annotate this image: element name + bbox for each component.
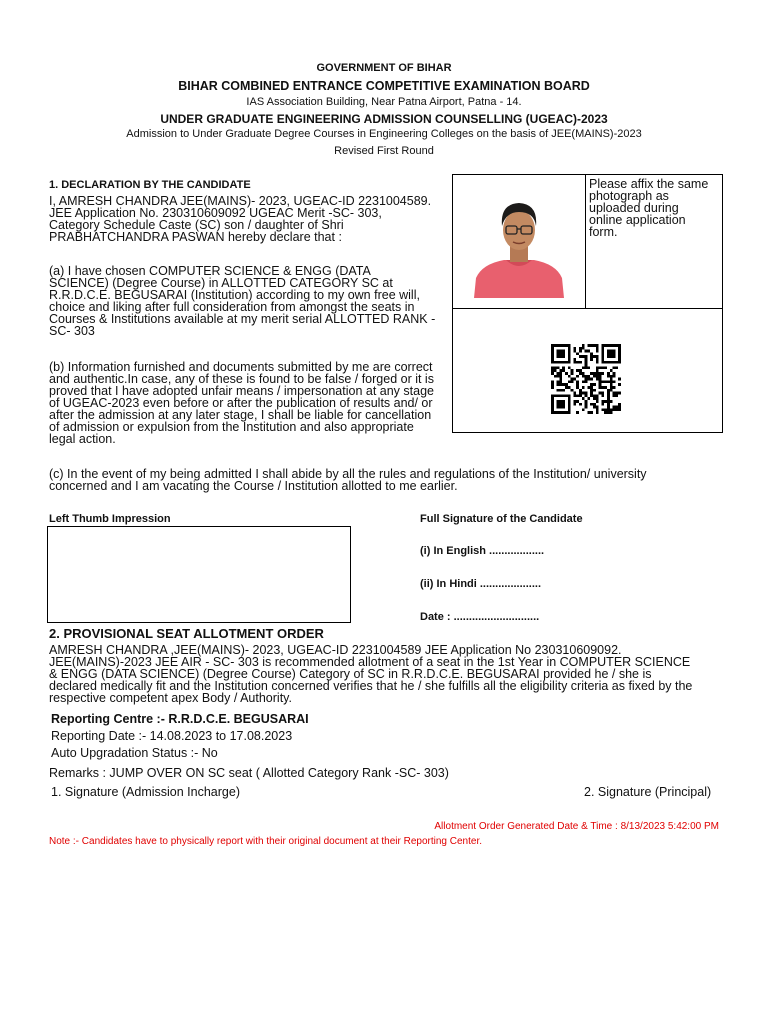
photo-instruction-line: online application	[589, 213, 686, 227]
declaration-line: I, AMRESH CHANDRA JEE(MAINS)- 2023, UGEAC-ID 2231004589.	[49, 194, 432, 208]
clause-b-line: proved that I have adopted unfair means / impersonation at any stage	[49, 384, 434, 398]
allotment-line: respective competent apex Body / Authority.	[49, 691, 292, 705]
declaration-line: JEE Application No. 230310609092 UGEAC Merit -SC- 303,	[49, 206, 382, 220]
qr-code	[550, 344, 622, 414]
declaration-line: Category Schedule Caste (SC) son / daughter of Shri	[49, 218, 344, 232]
photo-instruction-line: Please affix the same	[589, 177, 709, 191]
round-label: Revised First Round	[334, 145, 434, 157]
clause-a-line: Courses & Institutions available at my merit serial ALLOTTED RANK -	[49, 312, 436, 326]
thumb-impression-box	[47, 526, 351, 623]
declaration-heading: 1. DECLARATION BY THE CANDIDATE	[49, 179, 251, 191]
clause-b-line: after the admission at any later stage, I shall be liable for cancellation	[49, 408, 432, 422]
frame-divider	[585, 174, 586, 308]
signature-date: Date : ............................	[420, 611, 540, 623]
signature-heading: Full Signature of the Candidate	[420, 513, 583, 525]
declaration-clause-a	[49, 265, 451, 337]
signature-principal: 2. Signature (Principal)	[584, 785, 712, 799]
signature-hindi: (ii) In Hindi ....................	[420, 578, 541, 590]
program-title: UNDER GRADUATE ENGINEERING ADMISSION COUNSELLING (UGEAC)-2023	[160, 112, 608, 126]
candidate-photo	[470, 192, 568, 298]
thumb-impression-label: Left Thumb Impression	[49, 513, 171, 525]
clause-a-line: choice and liking after full consideration from amongst the seats in	[49, 300, 415, 314]
photo-instruction-line: form.	[589, 225, 618, 239]
generated-timestamp: Allotment Order Generated Date & Time : 8/13/2023 5:42:00 PM	[434, 821, 719, 832]
remarks: Remarks : JUMP OVER ON SC seat ( Allotted Category Rank -SC- 303)	[49, 766, 449, 780]
board-address: IAS Association Building, Near Patna Airport, Patna - 14.	[246, 96, 522, 108]
declaration-intro	[49, 195, 451, 243]
clause-a-line: (a) I have chosen COMPUTER SCIENCE & ENGG (DATA	[49, 264, 371, 278]
allotment-line: AMRESH CHANDRA ,JEE(MAINS)- 2023, UGEAC-ID 2231004589 JEE Application No 230310609092.	[49, 643, 622, 657]
reporting-date: Reporting Date :- 14.08.2023 to 17.08.2023	[51, 729, 293, 743]
photo-instruction-line: photograph as	[589, 189, 669, 203]
allotment-heading: 2. PROVISIONAL SEAT ALLOTMENT ORDER	[49, 626, 324, 641]
board-title: BIHAR COMBINED ENTRANCE COMPETITIVE EXAMINATION BOARD	[178, 79, 590, 93]
clause-c-line: concerned and I am vacating the Course / Institution allotted to me earlier.	[49, 479, 458, 493]
allotment-body	[49, 644, 729, 704]
declaration-clause-c	[49, 468, 729, 492]
photo-instruction-line: uploaded during	[589, 201, 679, 215]
clause-b-line: of admission or expulsion from the Institution and also appropriate	[49, 420, 414, 434]
photo-instruction	[589, 178, 721, 238]
clause-a-line: R.R.D.C.E. BEGUSARAI (Institution) according to my own free will,	[49, 288, 420, 302]
clause-b-line: (b) Information furnished and documents submitted by me are correct	[49, 360, 433, 374]
clause-a-line: SCIENCE) (Degree Course) in ALLOTTED CATEGORY SC at	[49, 276, 393, 290]
auto-upgradation-status: Auto Upgradation Status :- No	[51, 746, 218, 760]
clause-a-line: SC- 303	[49, 324, 95, 338]
allotment-line: & ENGG (DATA SCIENCE) (Degree Course) Category of SC in R.R.D.C.E. BEGUSARAI provided he / she is	[49, 667, 652, 681]
signature-admission-incharge: 1. Signature (Admission Incharge)	[51, 785, 240, 799]
frame-divider	[452, 308, 723, 309]
government-title: GOVERNMENT OF BIHAR	[316, 62, 452, 74]
allotment-line: declared medically fit and the Institution concerned verifies that he / she fulfills all the eligibility criteria as fixed by the	[49, 679, 693, 693]
signature-english: (i) In English ..................	[420, 545, 545, 557]
reporting-note: Note :- Candidates have to physically report with their original document at their Reporting Center.	[49, 836, 483, 847]
admission-basis: Admission to Under Graduate Degree Courses in Engineering Colleges on the basis of JEE(MAINS)-2023	[126, 128, 642, 140]
allotment-line: JEE(MAINS)-2023 JEE AIR - SC- 303 is recommended allotment of a seat in the 1st Year in COMPUTER SCIENCE	[49, 655, 691, 669]
declaration-clause-b	[49, 361, 451, 445]
clause-b-line: of UGEAC-2023 even before or after the publication of results and/ or	[49, 396, 433, 410]
clause-c-line: (c) In the event of my being admitted I shall abide by all the rules and regulations of the Institution/ university	[49, 467, 647, 481]
reporting-centre: Reporting Centre :- R.R.D.C.E. BEGUSARAI	[51, 712, 309, 726]
clause-b-line: legal action.	[49, 432, 116, 446]
clause-b-line: and authentic.In case, any of these is found to be false / forged or it is	[49, 372, 434, 386]
declaration-line: PRABHATCHANDRA PASWAN hereby declare that :	[49, 230, 342, 244]
